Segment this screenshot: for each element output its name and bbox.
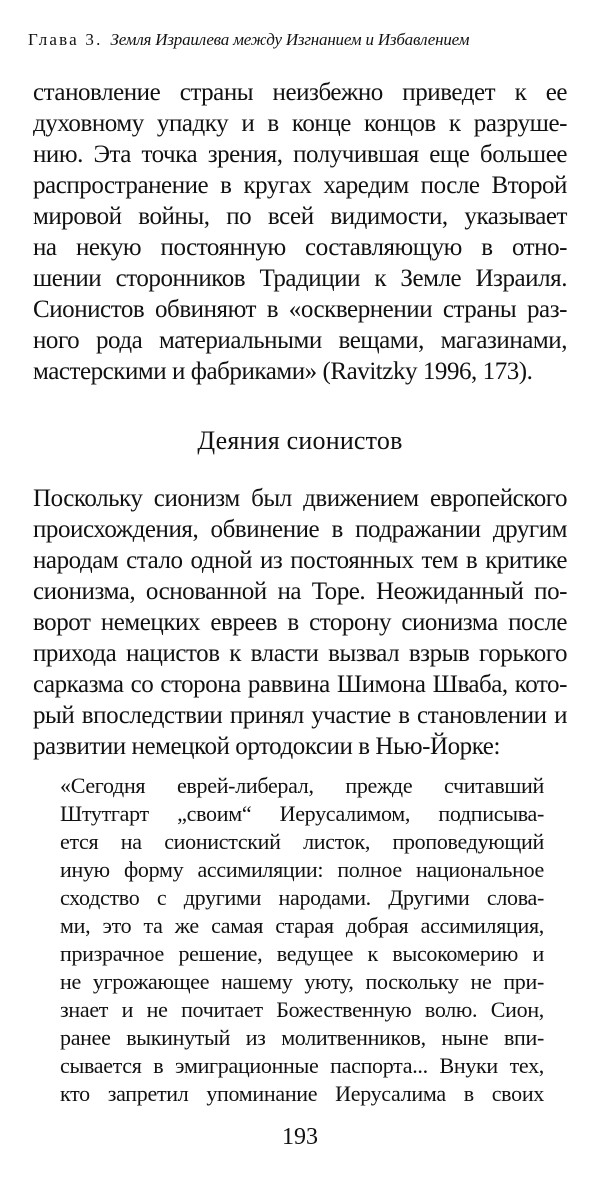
page-number: 193 [282,1124,318,1150]
text-line: народам стало одной из постоянных тем в критике [33,547,567,574]
quote-line: призрачное решение, ведущее к высокомерию и [60,941,544,966]
quote-line: не угрожающее нашему уюту, поскольку не при- [60,969,544,994]
text-line: распространение в кругах харедим после Второй [33,172,567,199]
chapter-title: Земля Израилева между Изгнанием и Избавлением [110,30,470,49]
running-head [28,30,573,50]
section-heading: Деяния сионистов [197,426,403,455]
quote-line: ми, это та же самая старая добрая ассимиляция, [60,913,544,938]
text-line: Сионистов обвиняют в «осквернении страны раз- [33,296,567,323]
quote-line: знает и не почитает Божественную волю. Сион, [60,997,544,1022]
text-line: сионизма, основанной на Торе. Неожиданный по- [33,578,567,605]
quote-line: иную форму ассимиляции: полное национальное [60,857,544,882]
quote-line: ранее выкинутый из молитвенников, ныне впи- [60,1025,544,1050]
text-line: становление страны неизбежно приведет к ее [33,79,567,106]
text-line: мировой войны, по всей видимости, указывает [33,203,567,230]
text-line: Поскольку сионизм был движением европейского [33,485,567,512]
text-line: развитии немецкой ортодоксии в Нью-Йорке: [33,733,500,760]
chapter-label: Глава 3. [28,30,103,49]
quote-line: кто запретил упоминание Иерусалима в своих [60,1081,544,1106]
quote-line: «Сегодня еврей-либерал, прежде считавший [60,773,544,798]
text-line: сарказма со сторона раввина Шимона Шваба, кото- [33,671,567,698]
text-line: происхождения, обвинение в подражании другим [33,516,567,543]
quote-line: сывается в эмиграционные паспорта... Внуки тех, [60,1053,544,1078]
text-line: на некую постоянную составляющую в отно- [33,234,567,261]
text-line: духовному упадку и в конце концов к разруше- [33,110,567,137]
quote-line: ется на сионистский листок, проповедующий [60,829,544,854]
text-line: мастерскими и фабриками» (Ravitzky 1996, 173). [33,358,533,385]
text-line: рый впоследствии принял участие в становлении и [33,702,567,729]
quote-line: Штутгарт „своим“ Иерусалимом, подписыва- [60,801,544,826]
text-line: нию. Эта точка зрения, получившая еще большее [33,141,567,168]
text-line: ного рода материальными вещами, магазинами, [33,327,567,354]
quote-line: сходство с другими народами. Другими слова- [60,885,544,910]
text-line: ворот немецких евреев в сторону сионизма после [33,609,567,636]
text-line: шении сторонников Традиции к Земле Израиля. [33,265,567,292]
text-line: прихода нацистов к власти вызвал взрыв горького [33,640,567,667]
